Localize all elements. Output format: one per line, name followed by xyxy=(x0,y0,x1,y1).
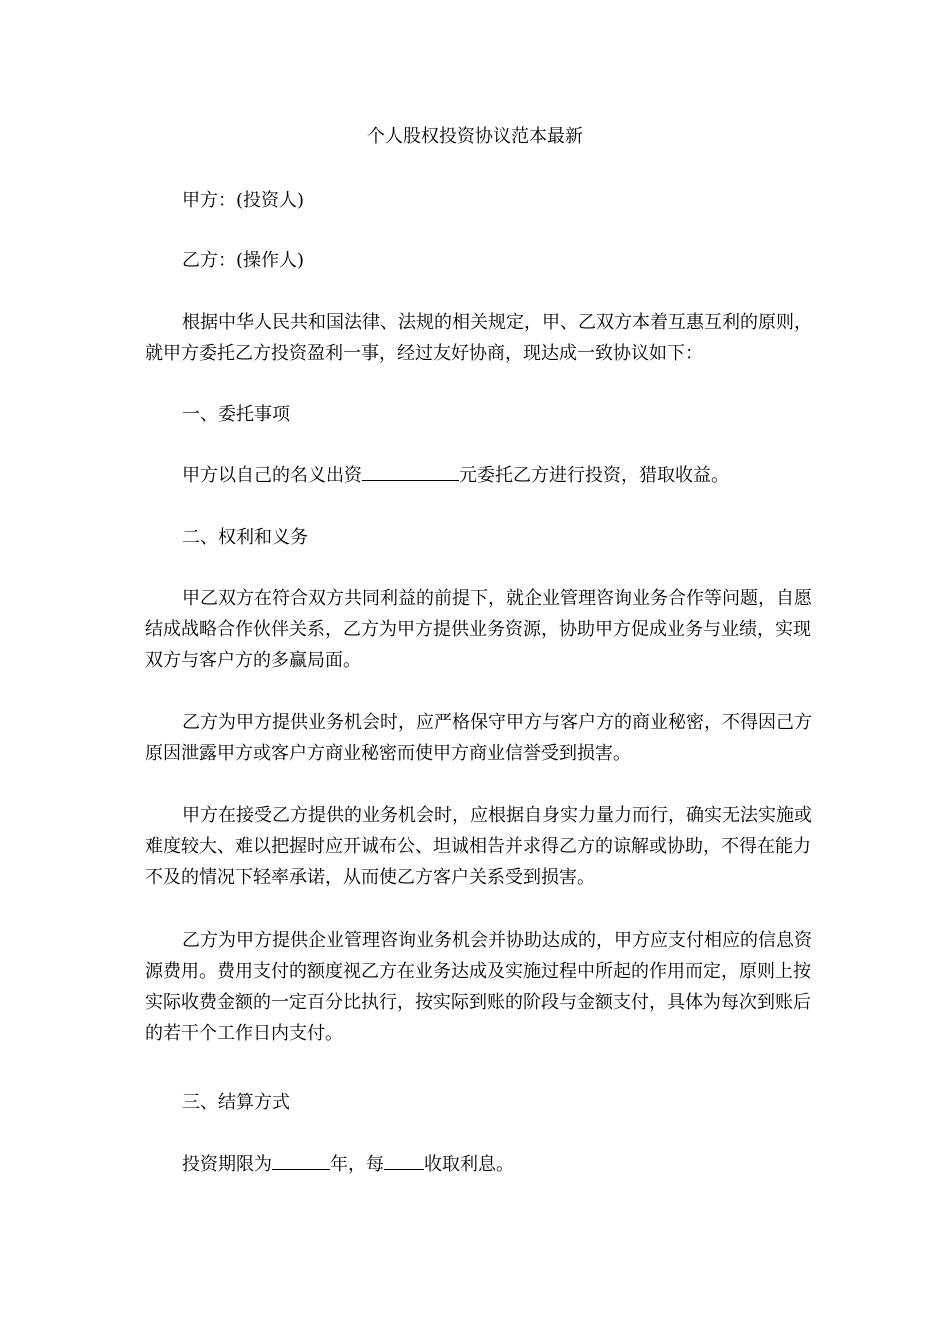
section-1-paragraph xyxy=(145,460,825,491)
section-3-text-2: 年，每 xyxy=(330,1154,384,1175)
section-2-paragraph-1: 甲乙双方在符合双方共同利益的前提下，就企业管理咨询业务合作等问题，自愿结成战略合作伙伴关系，乙方为甲方提供业务资源，协助甲方促成业务与业绩，实现双方与客户方的多赢局面。 xyxy=(145,588,812,671)
party-a-line: 甲方：(投资人) xyxy=(182,190,305,211)
section-2-paragraph-2: 乙方为甲方提供业务机会时，应严格保守甲方与客户方的商业秘密，不得因己方原因泄露甲方或客户方商业秘密而使甲方商业信誉受到损害。 xyxy=(145,712,812,764)
section-1-text-before: 甲方以自己的名义出资 xyxy=(182,465,362,486)
section-1-text-after: 元委托乙方进行投资，猎取收益。 xyxy=(459,465,729,486)
section-3-text-3: 收取利息。 xyxy=(424,1154,514,1175)
section-3-text-1: 投资期限为 xyxy=(182,1154,272,1175)
section-1-heading: 一、委托事项 xyxy=(182,404,290,425)
section-3-paragraph xyxy=(145,1149,825,1180)
document-title: 个人股权投资协议范本最新 xyxy=(367,126,583,147)
party-b-line: 乙方：(操作人) xyxy=(182,250,305,271)
section-2-heading: 二、权利和义务 xyxy=(182,527,308,548)
interest-period-blank xyxy=(384,1151,424,1170)
section-3-heading: 三、结算方式 xyxy=(182,1092,290,1113)
section-2-paragraph-4: 乙方为甲方提供企业管理咨询业务机会并协助达成的，甲方应支付相应的信息资源费用。费用支付的额度视乙方在业务达成及实施过程中所起的作用而定，原则上按实际收费金额的一定百分比执行，按实际到账的阶段与金额支付，具体为每次到账后的若干个工作日内支付。 xyxy=(145,930,812,1044)
preamble-paragraph: 根据中华人民共和国法律、法规的相关规定，甲、乙双方本着互惠互利的原则，就甲方委托乙方投资盈利一事，经过友好协商，现达成一致协议如下： xyxy=(145,312,812,364)
term-years-blank xyxy=(272,1151,330,1170)
amount-blank xyxy=(362,462,459,481)
section-2-paragraph-3: 甲方在接受乙方提供的业务机会时，应根据自身实力量力而行，确实无法实施或难度较大、难以把握时应开诚布公、坦诚相告并求得乙方的谅解或协助，不得在能力不及的情况下轻率承诺，从而使乙方客户关系受到损害。 xyxy=(145,805,812,888)
